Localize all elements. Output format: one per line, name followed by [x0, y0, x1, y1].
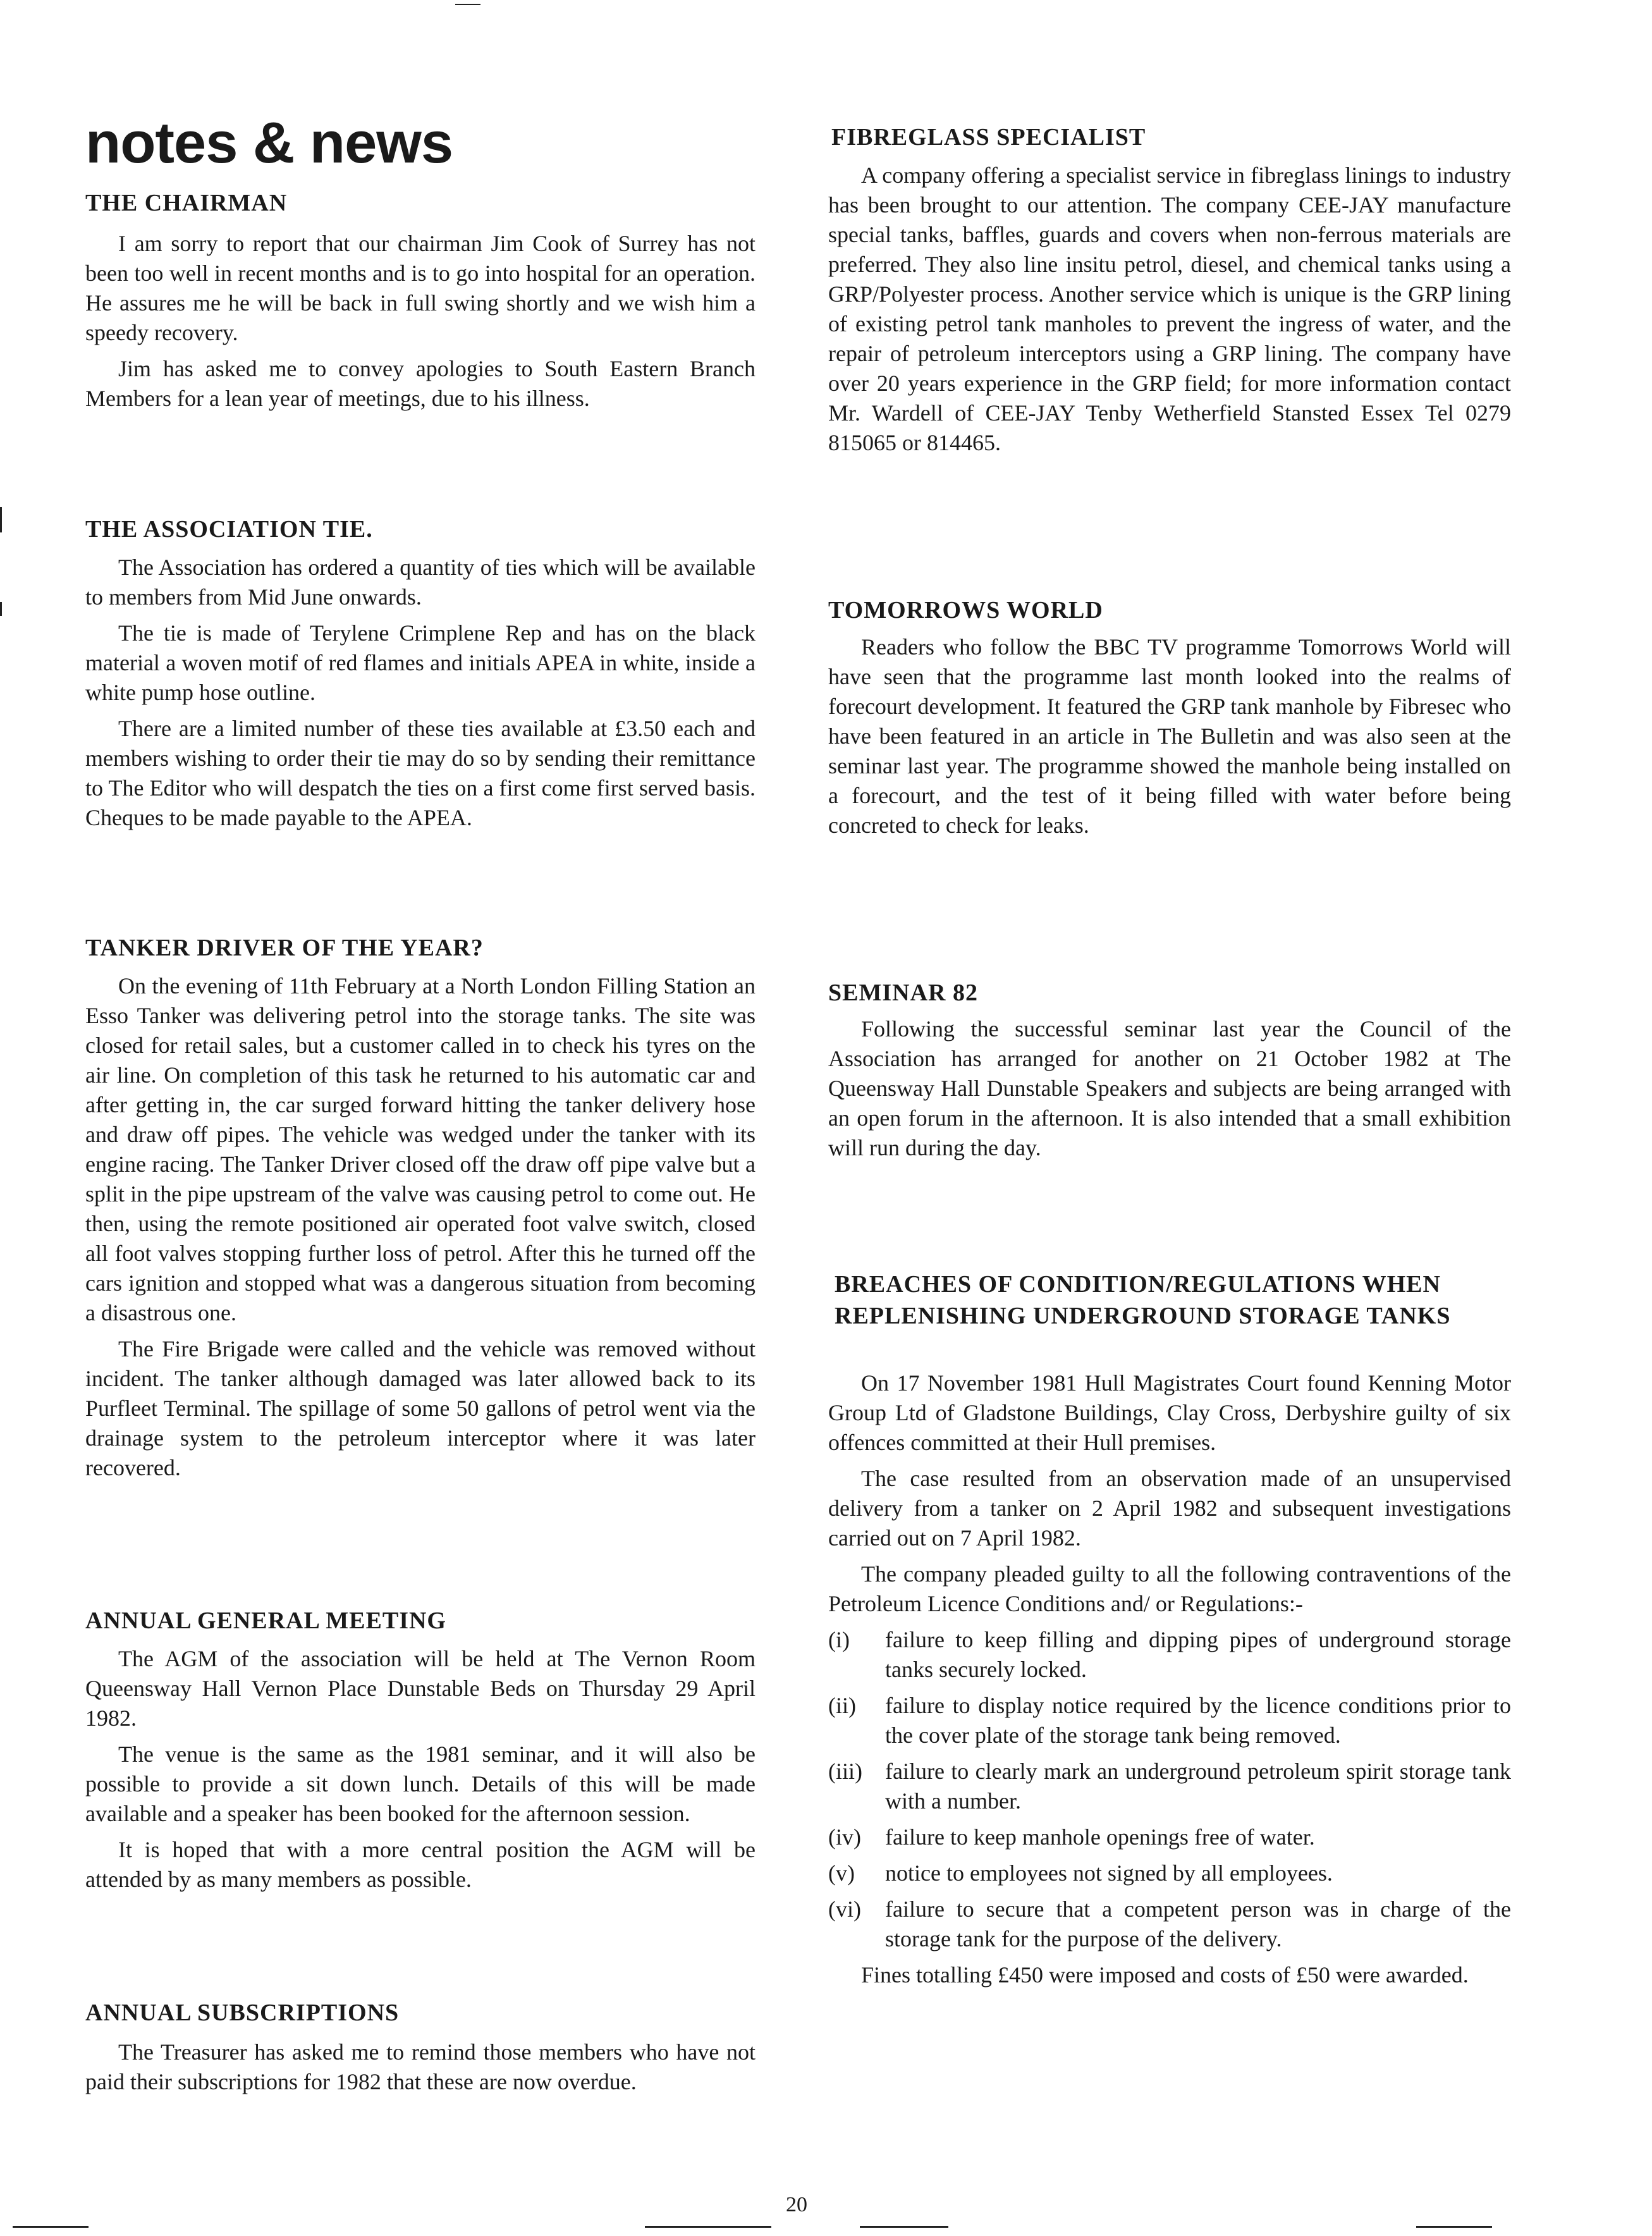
heading-breaches: BREACHES OF CONDITION/REGULATIONS WHEN REPLENISHING UNDERGROUND STORAGE TANKS: [835, 1271, 1451, 1329]
section-annual-general-meeting: [85, 1644, 756, 1901]
scan-edge-mark: [0, 602, 2, 616]
paragraph: It is hoped that with a more central position the AGM will be attended by as many members as possible.: [85, 1837, 756, 1892]
section-the-chairman: [85, 229, 756, 420]
paragraph: The Fire Brigade were called and the vehicle was removed without incident. The tanker although damaged was later allowed back to its Purfleet Terminal. The spillage of some 50 gallons of petrol went via the drainage system to the petroleum interceptor where it was later recovered.: [85, 1336, 756, 1480]
section-annual-subscriptions: [85, 2037, 756, 2103]
scan-edge-mark: [13, 2226, 89, 2228]
heading-tomorrows-world: TOMORROWS WORLD: [828, 597, 1103, 624]
list-item-text: failure to keep filling and dipping pipes of underground storage tanks securely locked.: [885, 1627, 1511, 1682]
list-item-text: notice to employees not signed by all employees.: [885, 1860, 1333, 1886]
section-breaches: [828, 1368, 1511, 1996]
paragraph: The venue is the same as the 1981 seminar, and it will also be possible to provide a sit down lunch. Details of this will be made available and a speaker has been booked for the afternoon session.: [85, 1742, 756, 1826]
heading-tanker-driver: TANKER DRIVER OF THE YEAR?: [85, 935, 484, 961]
list-item-text: failure to secure that a competent person was in charge of the storage tank for the purpose of the delivery.: [885, 1896, 1511, 1951]
section-fibreglass-specialist: [828, 161, 1511, 464]
heading-annual-subscriptions: ANNUAL SUBSCRIPTIONS: [85, 2000, 400, 2026]
paragraph: On 17 November 1981 Hull Magistrates Court found Kenning Motor Group Ltd of Gladstone Buildings, Clay Cross, Derbyshire guilty of six offences committed at their Hull premises.: [828, 1370, 1511, 1455]
closing-paragraph: Fines totalling £450 were imposed and costs of £50 were awarded.: [861, 1962, 1469, 1987]
list-item-number: (iii): [828, 1759, 862, 1784]
list-item: [828, 1895, 1511, 1954]
paragraph: The Treasurer has asked me to remind those members who have not paid their subscriptions for 1982 that these are now overdue.: [85, 2039, 756, 2094]
heading-annual-general-meeting: ANNUAL GENERAL MEETING: [85, 1607, 446, 1634]
paragraph: The company pleaded guilty to all the following contraventions of the Petroleum Licence Conditions and/ or Regulations:-: [828, 1561, 1511, 1616]
section-association-tie: [85, 553, 756, 839]
heading-fibreglass-specialist: FIBREGLASS SPECIALIST: [831, 124, 1146, 150]
heading-seminar-82: SEMINAR 82: [828, 980, 978, 1006]
contraventions-list: [828, 1625, 1511, 1954]
page-number: 20: [786, 2193, 807, 2216]
list-item: [828, 1625, 1511, 1685]
scan-edge-mark: [1416, 2226, 1492, 2228]
paragraph: The tie is made of Terylene Crimplene Rep and has on the black material a woven motif of red flames and initials APEA in white, inside a white pump hose outline.: [85, 620, 756, 705]
scan-edge-mark: [0, 507, 2, 532]
section-seminar-82: [828, 1014, 1511, 1169]
list-item-text: failure to keep manhole openings free of water.: [885, 1824, 1315, 1850]
list-item: [828, 1822, 1511, 1852]
paragraph: The AGM of the association will be held at The Vernon Room Queensway Hall Vernon Place Dunstable Beds on Thursday 29 April 1982.: [85, 1646, 756, 1731]
list-item: [828, 1691, 1511, 1750]
scan-edge-mark: [455, 4, 480, 5]
list-item-number: (ii): [828, 1693, 856, 1718]
paragraph: The case resulted from an observation made of an unsupervised delivery from a tanker on 2 April 1982 and subsequent investigations carried out on 7 April 1982.: [828, 1466, 1511, 1551]
paragraph: Readers who follow the BBC TV programme Tomorrows World will have seen that the programme last month looked into the realms of forecourt development. It featured the GRP tank manhole by Fibresec who have been featured in an article in The Bulletin and was also seen at the seminar last year. The programme showed the manhole being installed on a forecourt, and the test of it being filled with water before being concreted to check for leaks.: [828, 634, 1511, 838]
heading-the-chairman: THE CHAIRMAN: [85, 190, 288, 216]
list-item-number: (iv): [828, 1824, 861, 1850]
scan-edge-mark: [860, 2226, 948, 2228]
section-tanker-driver: [85, 971, 756, 1489]
list-item: [828, 1858, 1511, 1888]
paragraph: There are a limited number of these ties available at £3.50 each and members wishing to order their tie may do so by sending their remittance to The Editor who will despatch the ties on a first come first served basis. Cheques to be made payable to the APEA.: [85, 716, 756, 830]
page-title: notes & news: [85, 111, 453, 175]
list-item-text: failure to display notice required by the licence conditions prior to the cover plate of the storage tank being removed.: [885, 1693, 1511, 1748]
paragraph: The Association has ordered a quantity of ties which will be available to members from Mid June onwards.: [85, 555, 756, 610]
scan-edge-mark: [645, 2226, 771, 2228]
section-tomorrows-world: [828, 632, 1511, 847]
heading-association-tie: THE ASSOCIATION TIE.: [85, 516, 373, 543]
list-item-number: (v): [828, 1860, 855, 1886]
paragraph: I am sorry to report that our chairman Jim Cook of Surrey has not been too well in recent months and is to go into hospital for an operation. He assures me he will be back in full swing shortly and we wish him a speedy recovery.: [85, 231, 756, 345]
paragraph: On the evening of 11th February at a North London Filling Station an Esso Tanker was delivering petrol into the storage tanks. The site was closed for retail sales, but a customer called in to check his tyres on the air line. On completion of this task he returned to his automatic car and after getting in, the car surged forward hitting the tanker delivery hose and draw off pipes. The vehicle was wedged under the tanker with its engine racing. The Tanker Driver closed off the draw off pipe valve but a split in the pipe upstream of the valve was causing petrol to come out. He then, using the remote positioned air operated foot valve switch, closed all foot valves stopping further loss of petrol. After this he turned off the cars ignition and stopped what was a dangerous situation from becoming a disastrous one.: [85, 973, 756, 1325]
list-item-text: failure to clearly mark an underground petroleum spirit storage tank with a number.: [885, 1759, 1511, 1814]
paragraph: A company offering a specialist service in fibreglass linings to industry has been brought to our attention. The company CEE-JAY manufacture special tanks, baffles, guards and covers when non-ferrous materials are preferred. They also line insitu petrol, diesel, and chemical tanks using a GRP/Polyester process. Another service which is unique is the GRP lining of existing petrol tank manholes to prevent the ingress of water, and the repair of petroleum interceptors using a GRP lining. The company have over 20 years experience in the GRP field; for more information contact Mr. Wardell of CEE-JAY Tenby Wetherfield Stansted Essex Tel 0279 815065 or 814465.: [828, 163, 1511, 455]
list-item-number: (i): [828, 1627, 850, 1652]
list-item: [828, 1757, 1511, 1816]
list-item-number: (vi): [828, 1896, 861, 1922]
paragraph: Following the successful seminar last year the Council of the Association has arranged for another on 21 October 1982 at The Queensway Hall Dunstable Speakers and subjects are being arranged with an open forum in the afternoon. It is also intended that a small exhibition will run during the day.: [828, 1016, 1511, 1160]
paragraph: Jim has asked me to convey apologies to South Eastern Branch Members for a lean year of meetings, due to his illness.: [85, 356, 756, 411]
